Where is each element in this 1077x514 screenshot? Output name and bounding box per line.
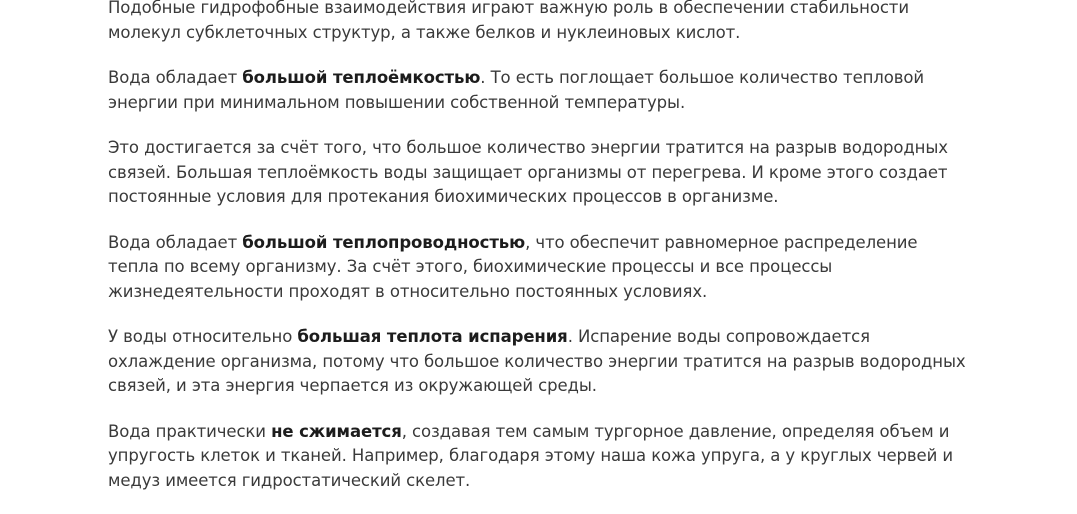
paragraph-text: Вода практически bbox=[108, 421, 272, 441]
paragraph-text: У воды относительно bbox=[108, 327, 298, 346]
paragraph-hydrophobic-interactions bbox=[108, 0, 968, 45]
paragraph-incompressibility bbox=[108, 420, 968, 494]
paragraph-text: Подобные гидрофобные взаимодействия играют важную роль в обеспечении стабильности молекул субклеточных структур, а также белков и нуклеиновых кислот. bbox=[108, 0, 909, 42]
paragraph-text: , что обеспечит равномерное распределение тепла по всему организму. За счёт этого, биохимические процессы и все процессы жизнедеятельности проходят в относительно постоянных условиях. bbox=[108, 232, 918, 301]
bold-term-thermal-conductivity: большой теплопроводностью bbox=[242, 232, 526, 252]
paragraph-text: . Испарение воды сопровождается охлаждение организма, потому что большое количество энергии тратится на разрыв водородных связей, и эта энергия черпается из окружающей среды. bbox=[108, 327, 966, 395]
paragraph-hydrogen-bonds bbox=[108, 136, 968, 210]
paragraph-text: . То есть поглощает большое количество тепловой энергии при минимальном повышении собственной температуры. bbox=[108, 68, 924, 112]
bold-term-heat-capacity: большой теплоёмкостью bbox=[242, 68, 481, 87]
paragraph-heat-capacity bbox=[108, 66, 968, 115]
paragraph-evaporation-heat bbox=[108, 325, 968, 399]
paragraph-text: Вода обладает bbox=[108, 68, 243, 87]
paragraph-text: Вода обладает bbox=[108, 232, 243, 252]
paragraph-text: Это достигается за счёт того, что большое количество энергии тратится на разрыв водородных связей. Большая теплоёмкость воды защищает организмы от перегрева. И кроме этого создает постоянные условия для протекания биохимических процессов в организме. bbox=[108, 138, 948, 206]
article-body bbox=[108, 0, 968, 514]
bold-term-incompressibility: не сжимается bbox=[271, 421, 402, 441]
bold-term-evaporation-heat: большая теплота испарения bbox=[297, 327, 568, 346]
paragraph-thermal-conductivity bbox=[108, 231, 968, 305]
paragraph-text: , создавая тем самым тургорное давление, определяя объем и упругость клеток и тканей. Например, благодаря этому наша кожа упруга, а у круглых червей и медуз имеется гидростатический скелет. bbox=[108, 421, 954, 490]
